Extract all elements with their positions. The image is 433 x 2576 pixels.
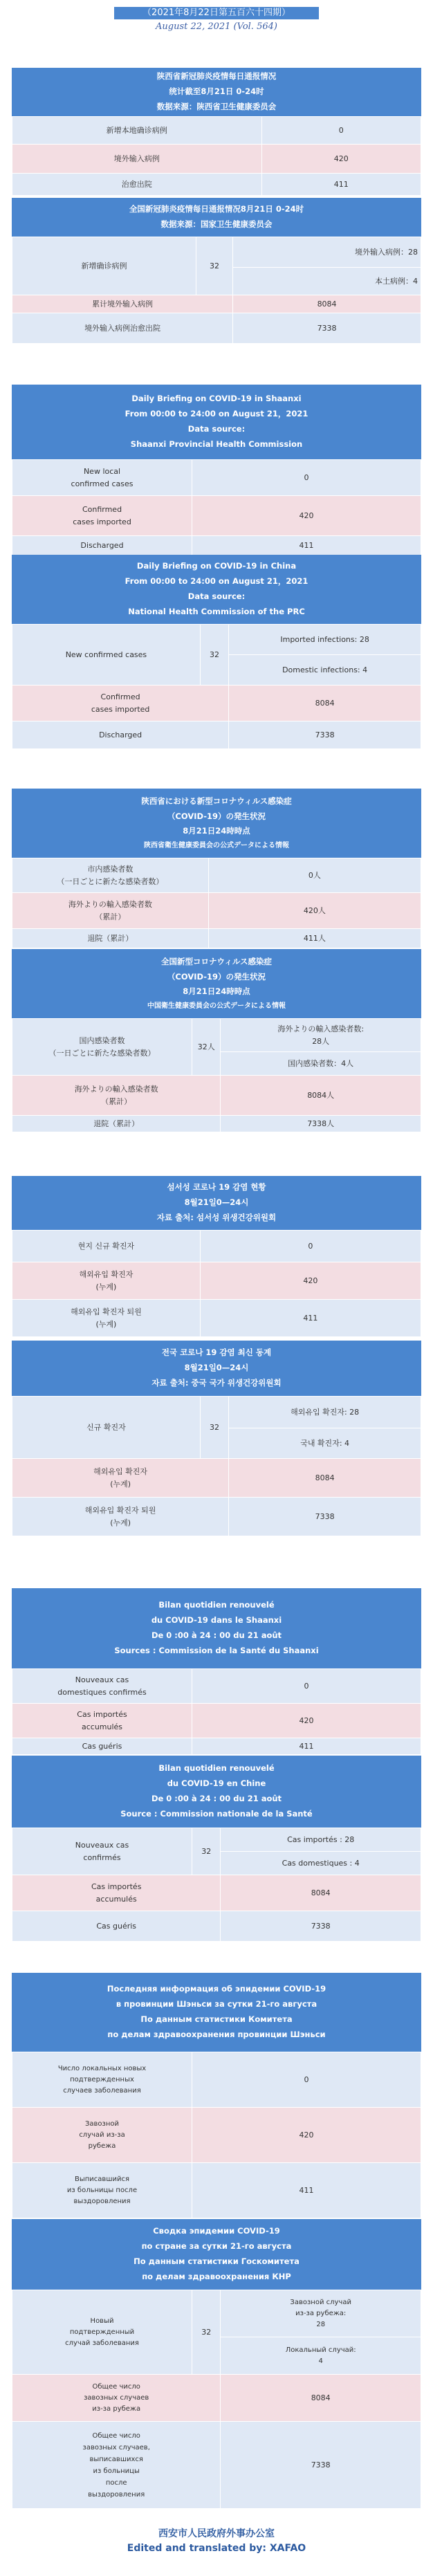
new-cases-total: 32 [192, 1828, 221, 1875]
local-cases: 국내 확진자: 4 [229, 1428, 421, 1459]
table-row [12, 1116, 421, 1132]
table-row [12, 2290, 421, 2337]
en-province-source-label: Data source: [187, 424, 246, 434]
en-province-table [12, 459, 421, 555]
date-subtitle: August 22, 2021 (Vol. 564) [156, 21, 277, 32]
new-cases-total: 32 [200, 625, 228, 686]
row-label: Общее число завозных случаев, выписавшихся из больницы после выздоровления [12, 2422, 221, 2509]
imported-cases: 境外输入病例：28 [233, 237, 421, 268]
row-value: 420 [192, 1704, 421, 1738]
ru-national-header [12, 2219, 421, 2290]
ru-national-section [12, 2219, 421, 2509]
table-row [12, 1231, 421, 1262]
local-cases: Cas domestiques : 4 [221, 1852, 421, 1875]
row-value: 420 [200, 1262, 421, 1300]
table-row [12, 858, 421, 893]
new-cases-label: 国内感染者数 （一日ごとに新たな感染者数） [12, 1019, 192, 1076]
kr-national-period: 8월21일0—24시 [184, 1363, 249, 1373]
row-label: Общее число завозных случаев из-за рубежа [12, 2375, 221, 2422]
table-row [12, 536, 421, 555]
ru-national-subtitle: по стране за сутки 21-го августа [141, 2241, 292, 2252]
local-cases: Локальный случай: 4 [221, 2337, 421, 2375]
row-value: 420 [192, 496, 421, 536]
footer-publisher: 西安市人民政府外事办公室 [158, 2528, 275, 2539]
row-value: 7338 [229, 721, 421, 749]
ru-province-source-label: По данным статистики Комитета [140, 2014, 293, 2024]
jp-national-title: 全国新型コロナウィルス感染症 [161, 956, 272, 966]
table-row [12, 460, 421, 496]
jp-province-subtitle: （COVID-19）の発生状況 [167, 811, 266, 821]
row-value: 411 [261, 174, 421, 196]
table-row [12, 1669, 421, 1704]
new-cases-label: Новый подтвержденный случай заболевания [12, 2290, 192, 2375]
row-value: 8084 [233, 295, 421, 313]
jp-province-table [12, 858, 421, 948]
row-value: 8084 [229, 686, 421, 721]
fr-national-subtitle: du COVID-19 en Chine [167, 1778, 266, 1789]
table-row [12, 145, 421, 174]
row-value: 8084 [221, 1875, 421, 1911]
row-label: Число локальных новых подтвержденных случаев заболевания [12, 2052, 192, 2108]
date-banner: （2021年8月22日第五百六十四期） [114, 7, 319, 19]
table-row [12, 1262, 421, 1300]
table-row [12, 1498, 421, 1536]
cn-national-table [12, 237, 421, 344]
local-cases: 本土病例：4 [233, 268, 421, 295]
row-value: 420人 [208, 893, 421, 929]
cn-province-source: 数据来源：陕西省卫生健康委员会 [156, 101, 277, 111]
row-label: Confirmed cases imported [12, 496, 192, 536]
jp-national-source: 中国衛生健康委員会の公式データによる情報 [147, 1002, 286, 1011]
table-row [12, 117, 421, 145]
row-label: Cas guéris [12, 1738, 192, 1755]
table-row [12, 893, 421, 929]
cn-province-header [12, 68, 421, 116]
row-label: 境外输入病例治愈出院 [12, 313, 233, 344]
imported-cases: Завозной случай из-за рубежа: 28 [221, 2290, 421, 2337]
fr-national-section [12, 1756, 421, 1942]
table-row [12, 2163, 421, 2218]
ru-province-title: Последняя информация об эпидемии COVID-19 [107, 1984, 326, 1994]
table-row [12, 1397, 421, 1428]
table-row [12, 174, 421, 196]
jp-national-header [12, 949, 421, 1018]
row-label: Discharged [12, 721, 229, 749]
table-row [12, 1738, 421, 1755]
fr-national-header [12, 1756, 421, 1828]
jp-province-title: 陝西省における新型コロナウィルス感染症 [141, 795, 292, 806]
ru-province-table [12, 2052, 421, 2218]
en-province-source: Shaanxi Provincial Health Commission [130, 439, 303, 449]
ru-province-section [12, 1973, 421, 2218]
table-row [12, 2375, 421, 2422]
kr-province-section [12, 1176, 421, 1337]
row-label: 新增本地确诊病例 [12, 117, 262, 145]
row-label: Cas guéris [12, 1911, 221, 1942]
en-national-source: National Health Commission of the PRC [128, 606, 305, 616]
row-label: 退院（累計） [12, 929, 209, 948]
ru-national-title: Сводка эпидемии COVID-19 [153, 2226, 280, 2236]
table-row [12, 1704, 421, 1738]
new-cases-total: 32 [196, 237, 232, 295]
row-value: 7338 [229, 1498, 421, 1536]
cn-province-title: 陕西省新冠肺炎疫情每日通报情况 [156, 71, 277, 82]
table-row [12, 1911, 421, 1942]
row-value: 8084 [229, 1459, 421, 1498]
ru-province-source: по делам здравоохранения провинции Шэньси [107, 2029, 326, 2039]
row-value: 7338 [221, 2422, 421, 2509]
table-row [12, 1828, 421, 1852]
fr-province-header [12, 1588, 421, 1668]
en-province-section [12, 385, 421, 555]
row-value: 8084人 [221, 1076, 421, 1116]
kr-national-section [12, 1341, 421, 1536]
en-province-period: From 00:00 to 24:00 on August 21，2021 [125, 409, 308, 419]
table-row [12, 1300, 421, 1337]
table-row [12, 1076, 421, 1116]
new-cases-total: 32人 [192, 1019, 221, 1076]
fr-province-subtitle: du COVID-19 dans le Shaanxi [151, 1615, 282, 1626]
row-value: 0人 [208, 858, 421, 893]
table-row [12, 295, 421, 313]
table-row [12, 1459, 421, 1498]
fr-province-section [12, 1588, 421, 1755]
jp-national-table [12, 1018, 421, 1132]
table-row [12, 2422, 421, 2509]
kr-national-table [12, 1396, 421, 1536]
table-row [12, 686, 421, 721]
row-value: 0 [192, 1669, 421, 1704]
en-province-title: Daily Briefing on COVID-19 in Shaanxi [131, 394, 302, 404]
row-label: 海外よりの輸入感染者数 （累計） [12, 1076, 221, 1116]
cn-national-section [12, 198, 421, 344]
table-row [12, 496, 421, 536]
row-label: Confirmed cases imported [12, 686, 229, 721]
jp-province-period: 8月21日24時時点 [183, 826, 250, 836]
ru-province-header [12, 1973, 421, 2052]
row-label: 累计境外输入病例 [12, 295, 233, 313]
imported-cases: Imported infections: 28 [229, 625, 421, 655]
fr-national-period: De 0 :00 à 24 : 00 du 21 août [151, 1794, 282, 1803]
table-row [12, 721, 421, 749]
jp-province-section [12, 789, 421, 948]
fr-province-title: Bilan quotidien renouvelé [158, 1600, 275, 1610]
fr-province-source: Sources : Commission de la Santé du Shaanxi [114, 1645, 319, 1655]
kr-national-header [12, 1341, 421, 1396]
table-row [12, 2052, 421, 2108]
row-label: 현지 신규 확진자 [12, 1231, 201, 1262]
jp-national-section [12, 949, 421, 1132]
row-value: 411 [192, 1738, 421, 1755]
new-cases-total: 32 [200, 1397, 228, 1459]
row-value: 7338 [233, 313, 421, 344]
row-label: 海外よりの輸入感染者数 （累計） [12, 893, 209, 929]
kr-province-title: 섬서성 코로나 19 감염 현황 [167, 1182, 266, 1193]
en-province-header [12, 385, 421, 459]
new-cases-label: New confirmed cases [12, 625, 201, 686]
row-value: 8084 [221, 2375, 421, 2422]
fr-national-source: Source : Commission nationale de la Santé [120, 1808, 313, 1819]
kr-province-table [12, 1230, 421, 1337]
table-row [12, 2108, 421, 2163]
row-label: Discharged [12, 536, 192, 555]
row-label: 境外输入病例 [12, 145, 262, 174]
row-value: 0 [192, 460, 421, 496]
fr-province-table [12, 1668, 421, 1755]
cn-national-header [12, 198, 421, 237]
kr-national-source: 자료 출처: 중국 국가 위생건강위원회 [151, 1377, 282, 1388]
imported-cases: 해외유입 확진자: 28 [229, 1397, 421, 1428]
row-label: 해외유입 확진자 (누계) [12, 1459, 229, 1498]
row-label: Завозной случай из-за рубежа [12, 2108, 192, 2163]
local-cases: 国内感染者数：4人 [221, 1052, 421, 1076]
jp-province-source: 陝西省衛生健康委員会の公式データによる情報 [144, 842, 289, 850]
en-national-title: Daily Briefing on COVID-19 in China [136, 561, 297, 571]
table-row [12, 929, 421, 948]
row-value: 0 [200, 1231, 421, 1262]
cn-province-section [12, 68, 421, 196]
row-label: New local confirmed cases [12, 460, 192, 496]
row-value: 7338人 [221, 1116, 421, 1132]
row-value: 420 [261, 145, 421, 174]
new-cases-total: 32 [192, 2290, 221, 2375]
row-label: Nouveaux cas domestiques confirmés [12, 1669, 192, 1704]
cn-national-title: 全国新冠肺炎疫情每日通报情况8月21日 0-24时 [129, 204, 304, 214]
ru-national-source-label: По данным статистики Госкомитета [133, 2256, 300, 2266]
jp-national-subtitle: （COVID-19）の発生状況 [167, 971, 266, 982]
fr-national-title: Bilan quotidien renouvelé [158, 1763, 275, 1774]
row-value: 411 [200, 1300, 421, 1337]
row-value: 0 [192, 2052, 421, 2108]
imported-cases: 海外よりの輸入感染者数: 28人 [221, 1019, 421, 1052]
table-row [12, 313, 421, 344]
table-row [12, 1875, 421, 1911]
en-national-header [12, 555, 421, 624]
en-national-section [12, 555, 421, 749]
table-row [12, 1019, 421, 1052]
row-value: 7338 [221, 1911, 421, 1942]
en-national-period: From 00:00 to 24:00 on August 21，2021 [125, 576, 308, 587]
ru-national-source: по делам здравоохранения КНР [142, 2271, 291, 2281]
kr-national-title: 전국 코로나 19 감염 최신 동계 [161, 1347, 272, 1358]
row-label: 退院（累計） [12, 1116, 221, 1132]
row-label: 해외유입 확진자 퇴원 (누계) [12, 1300, 201, 1337]
row-label: Cas importés accumulés [12, 1875, 221, 1911]
row-value: 0 [261, 117, 421, 145]
kr-province-period: 8월21일0—24시 [184, 1197, 249, 1208]
footer-credit: Edited and translated by: XAFAO [127, 2543, 306, 2554]
imported-cases: Cas importés : 28 [221, 1828, 421, 1852]
row-value: 411 [192, 2163, 421, 2218]
jp-national-period: 8月21日24時時点 [183, 986, 250, 997]
jp-province-header [12, 789, 421, 858]
table-row [12, 625, 421, 655]
new-cases-label: 新增确诊病例 [12, 237, 196, 295]
new-cases-label: 신규 확진자 [12, 1397, 201, 1459]
kr-province-source: 자료 출처: 섬서성 위생건강위원회 [156, 1212, 277, 1222]
cn-province-period: 统计截至8月21日 0-24时 [169, 86, 264, 97]
cn-national-source: 数据来源：国家卫生健康委员会 [160, 219, 273, 229]
fr-national-table [12, 1828, 421, 1942]
en-national-table [12, 624, 421, 749]
local-cases: Domestic infections: 4 [229, 655, 421, 686]
row-value: 411 [192, 536, 421, 555]
row-label: Выписавшийся из больницы после выздоровления [12, 2163, 192, 2218]
row-label: 해외유입 확진자 (누계) [12, 1262, 201, 1300]
row-label: 市内感染者数 （一日ごとに新たな感染者数） [12, 858, 209, 893]
row-label: Cas importés accumulés [12, 1704, 192, 1738]
table-row [12, 237, 421, 268]
row-label: 治愈出院 [12, 174, 262, 196]
kr-province-header [12, 1176, 421, 1230]
row-value: 411人 [208, 929, 421, 948]
ru-national-table [12, 2290, 421, 2509]
ru-province-subtitle: в провинции Шэньси за сутки 21-го августа [116, 1999, 317, 2009]
row-value: 420 [192, 2108, 421, 2163]
new-cases-label: Nouveaux cas confirmés [12, 1828, 192, 1875]
fr-province-period: De 0 :00 à 24 : 00 du 21 août [151, 1630, 282, 1640]
cn-province-table [12, 116, 421, 196]
row-label: 해외유입 확진자 퇴원 (누계) [12, 1498, 229, 1536]
en-national-source-label: Data source: [187, 591, 246, 601]
